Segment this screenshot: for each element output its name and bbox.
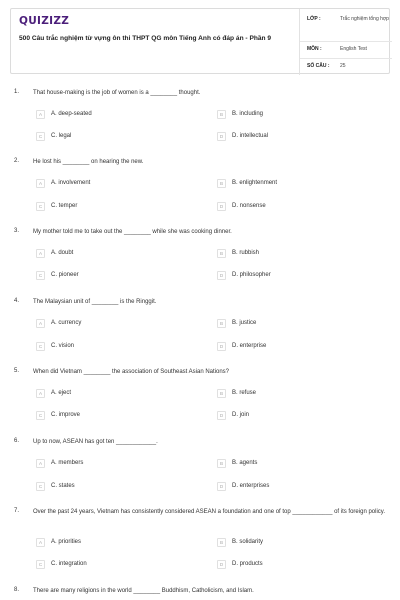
option-letter-badge: A: [36, 389, 45, 398]
question-text: There are many religions in the world ________ Buddhism, Catholicism, and Islam.: [33, 588, 254, 594]
option-text: A. doubt: [51, 250, 74, 256]
option-text: D. intellectual: [232, 133, 269, 139]
meta-label: MÔN :: [307, 46, 322, 52]
meta-value: Trắc nghiệm tổng hợp: [340, 16, 389, 22]
question-text: Up to now, ASEAN has got ten ____________.: [33, 439, 158, 445]
option-letter-badge: C: [36, 132, 45, 141]
option-letter-badge: A: [36, 319, 45, 328]
option-letter-badge: A: [36, 249, 45, 258]
option-text: A. involvement: [51, 180, 91, 186]
option-text: D. join: [232, 412, 250, 418]
option-text: C. vision: [51, 343, 75, 349]
option-letter-badge: B: [217, 249, 226, 258]
option-letter-badge: B: [217, 110, 226, 119]
question-text: Over the past 24 years, Vietnam has consistently considered ASEAN a foundation and one of top ____________ of its foreign policy.: [33, 509, 386, 515]
option-letter-badge: A: [36, 538, 45, 547]
option-text: A. eject: [51, 390, 72, 396]
option-letter-badge: B: [217, 459, 226, 468]
option-text: B. justice: [232, 320, 257, 326]
option-letter-badge: C: [36, 271, 45, 280]
option-text: A. members: [51, 460, 84, 466]
option-letter-badge: C: [36, 482, 45, 491]
option-text: B. agents: [232, 460, 258, 466]
question-text: My mother told me to take out the ________ while she was cooking dinner.: [33, 229, 232, 235]
option-letter-badge: D: [217, 342, 226, 351]
question-text: The Malaysian unit of ________ is the Ringgit.: [33, 299, 157, 305]
question-number: 6.: [14, 438, 20, 444]
divider: [300, 41, 392, 42]
question-number: 3.: [14, 228, 20, 234]
option-letter-badge: C: [36, 202, 45, 211]
option-text: B. solidarity: [232, 539, 264, 545]
option-text: A. deep-seated: [51, 111, 92, 117]
option-letter-badge: C: [36, 560, 45, 569]
question-number: 1.: [14, 89, 20, 95]
option-letter-badge: D: [217, 482, 226, 491]
question-number: 4.: [14, 298, 20, 304]
option-letter-badge: D: [217, 411, 226, 420]
divider: [300, 58, 392, 59]
question-text: That house-making is the job of women is a ________ thought.: [33, 90, 201, 96]
option-letter-badge: D: [217, 271, 226, 280]
option-text: A. priorities: [51, 539, 82, 545]
quizizz-logo: QUIZIZZ: [19, 15, 70, 27]
option-text: C. states: [51, 483, 75, 489]
option-text: B. rubbish: [232, 250, 260, 256]
option-letter-badge: C: [36, 342, 45, 351]
option-letter-badge: D: [217, 132, 226, 141]
question-text: He lost his ________ on hearing the new.: [33, 159, 144, 165]
worksheet-header: [10, 8, 390, 74]
question-number: 7.: [14, 508, 20, 514]
option-letter-badge: B: [217, 389, 226, 398]
meta-value: 25: [340, 63, 346, 69]
meta-label: LỚP :: [307, 16, 321, 22]
option-letter-badge: A: [36, 110, 45, 119]
option-letter-badge: B: [217, 538, 226, 547]
option-text: C. integration: [51, 561, 87, 567]
meta-panel: [299, 9, 391, 75]
option-letter-badge: D: [217, 560, 226, 569]
meta-value: English Test: [340, 46, 367, 52]
meta-label: SỐ CÂU :: [307, 63, 330, 69]
option-text: C. pioneer: [51, 272, 79, 278]
option-letter-badge: D: [217, 202, 226, 211]
option-text: D. philosopher: [232, 272, 271, 278]
page-title: 500 Câu trắc nghiệm từ vựng ôn thi THPT QG môn Tiếng Anh có đáp án - Phần 9: [19, 35, 272, 42]
option-letter-badge: C: [36, 411, 45, 420]
option-letter-badge: B: [217, 179, 226, 188]
option-text: A. currency: [51, 320, 82, 326]
question-number: 8.: [14, 587, 20, 593]
option-text: B. refuse: [232, 390, 257, 396]
option-text: B. including: [232, 111, 264, 117]
option-text: D. products: [232, 561, 263, 567]
option-letter-badge: B: [217, 319, 226, 328]
option-text: D. enterprise: [232, 343, 267, 349]
option-letter-badge: A: [36, 459, 45, 468]
option-text: C. temper: [51, 203, 78, 209]
question-text: When did Vietnam ________ the association of Southeast Asian Nations?: [33, 369, 230, 375]
option-text: D. nonsense: [232, 203, 266, 209]
option-text: C. legal: [51, 133, 72, 139]
option-text: C. improve: [51, 412, 81, 418]
question-number: 2.: [14, 158, 20, 164]
option-text: B. enlightenment: [232, 180, 278, 186]
option-text: D. enterprises: [232, 483, 270, 489]
option-letter-badge: A: [36, 179, 45, 188]
question-number: 5.: [14, 368, 20, 374]
